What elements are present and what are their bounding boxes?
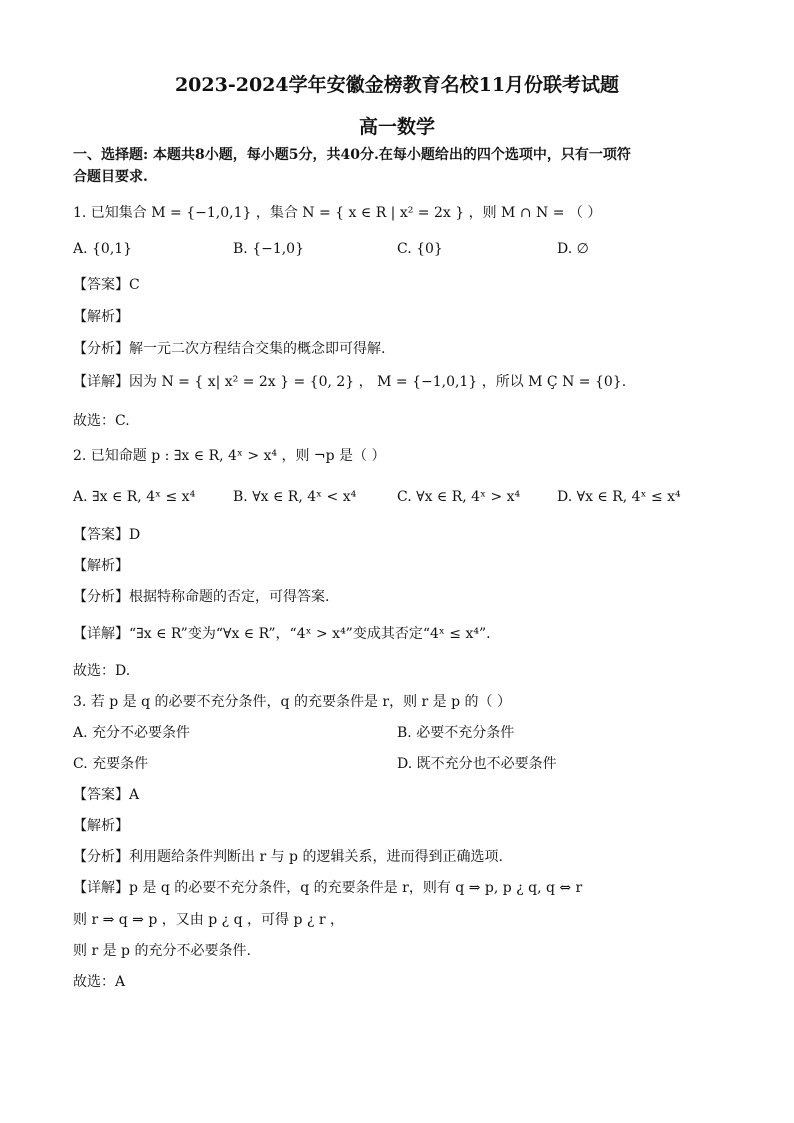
q3-stem: 3. 若 p 是 q 的必要不充分条件，q 的充要条件是 r，则 r 是 p 的（ ） xyxy=(73,694,511,710)
q1-analysis: 【分析】解一元二次方程结合交集的概念即可得解. xyxy=(73,341,386,357)
q2-stem: 2. 已知命题 p : ∃x ∈ R, 4ˣ > x⁴ ，则 ¬p 是（ ） xyxy=(73,448,386,464)
q1-detail: 【详解】因为 N = { x| x² = 2x } = {0, 2} ， M = {−1,0,1} ，所以 M Ç N = {0}. xyxy=(73,374,627,390)
q2-option-d: D. ∀x ∈ R, 4ˣ ≤ x⁴ xyxy=(557,489,681,505)
q3-option-d: D. 既不充分也不必要条件 xyxy=(397,756,557,772)
q3-conclusion: 故选：A xyxy=(73,974,126,990)
q3-analysis-label: 【解析】 xyxy=(73,818,129,834)
q1-analysis-label: 【解析】 xyxy=(73,309,129,325)
q1-stem: 1. 已知集合 M = {−1,0,1} ，集合 N = { x ∈ R | x² = 2x } ，则 M ∩ N = （ ） xyxy=(73,205,602,221)
subject-title: 高一数学 xyxy=(358,116,435,138)
q1-option-c: C. {0} xyxy=(397,241,443,257)
q1-answer: 【答案】C xyxy=(73,277,140,293)
q3-option-c: C. 充要条件 xyxy=(73,756,149,772)
q3-detail: 【详解】p 是 q 的必要不充分条件，q 的充要条件是 r，则有 q ⇒ p, p ¿ q, q ⇔ r xyxy=(73,880,583,896)
q2-detail: 【详解】“∃x ∈ R”变为“∀x ∈ R”，“4ˣ > x⁴”变成其否定“4ˣ ≤ x⁴”. xyxy=(73,626,491,642)
q1-option-b: B. {−1,0} xyxy=(233,241,304,257)
q2-analysis-label: 【解析】 xyxy=(73,558,129,574)
q1-option-d: D. ∅ xyxy=(557,241,589,257)
exam-title: 2023-2024学年安徽金榜教育名校11月份联考试题 xyxy=(174,74,620,96)
q1-option-a: A. {0,1} xyxy=(73,241,133,257)
section-heading-line1: 一、选择题: 本题共8小题，每小题5分，共40分.在每小题给出的四个选项中，只有一项符 xyxy=(73,147,631,163)
q3-analysis: 【分析】利用题给条件判断出 r 与 p 的逻辑关系，进而得到正确选项. xyxy=(73,849,503,865)
q3-detail-3: 则 r 是 p 的充分不必要条件. xyxy=(73,943,251,959)
q3-detail-2: 则 r ⇒ q ⇒ p ，又由 p ¿ q ，可得 p ¿ r ， xyxy=(73,912,344,928)
section-heading-line2: 合题目要求. xyxy=(73,169,148,185)
q3-option-a: A. 充分不必要条件 xyxy=(73,725,191,741)
q1-conclusion: 故选：C. xyxy=(73,413,130,429)
q2-conclusion: 故选：D. xyxy=(73,663,131,679)
q2-option-c: C. ∀x ∈ R, 4ˣ > x⁴ xyxy=(397,489,521,505)
q2-analysis: 【分析】根据特称命题的否定，可得答案. xyxy=(73,589,330,605)
q2-answer: 【答案】D xyxy=(73,527,141,543)
q2-option-b: B. ∀x ∈ R, 4ˣ < x⁴ xyxy=(233,489,357,505)
q3-answer: 【答案】A xyxy=(73,787,140,803)
q2-option-a: A. ∃x ∈ R, 4ˣ ≤ x⁴ xyxy=(73,489,196,505)
q3-option-b: B. 必要不充分条件 xyxy=(397,725,515,741)
